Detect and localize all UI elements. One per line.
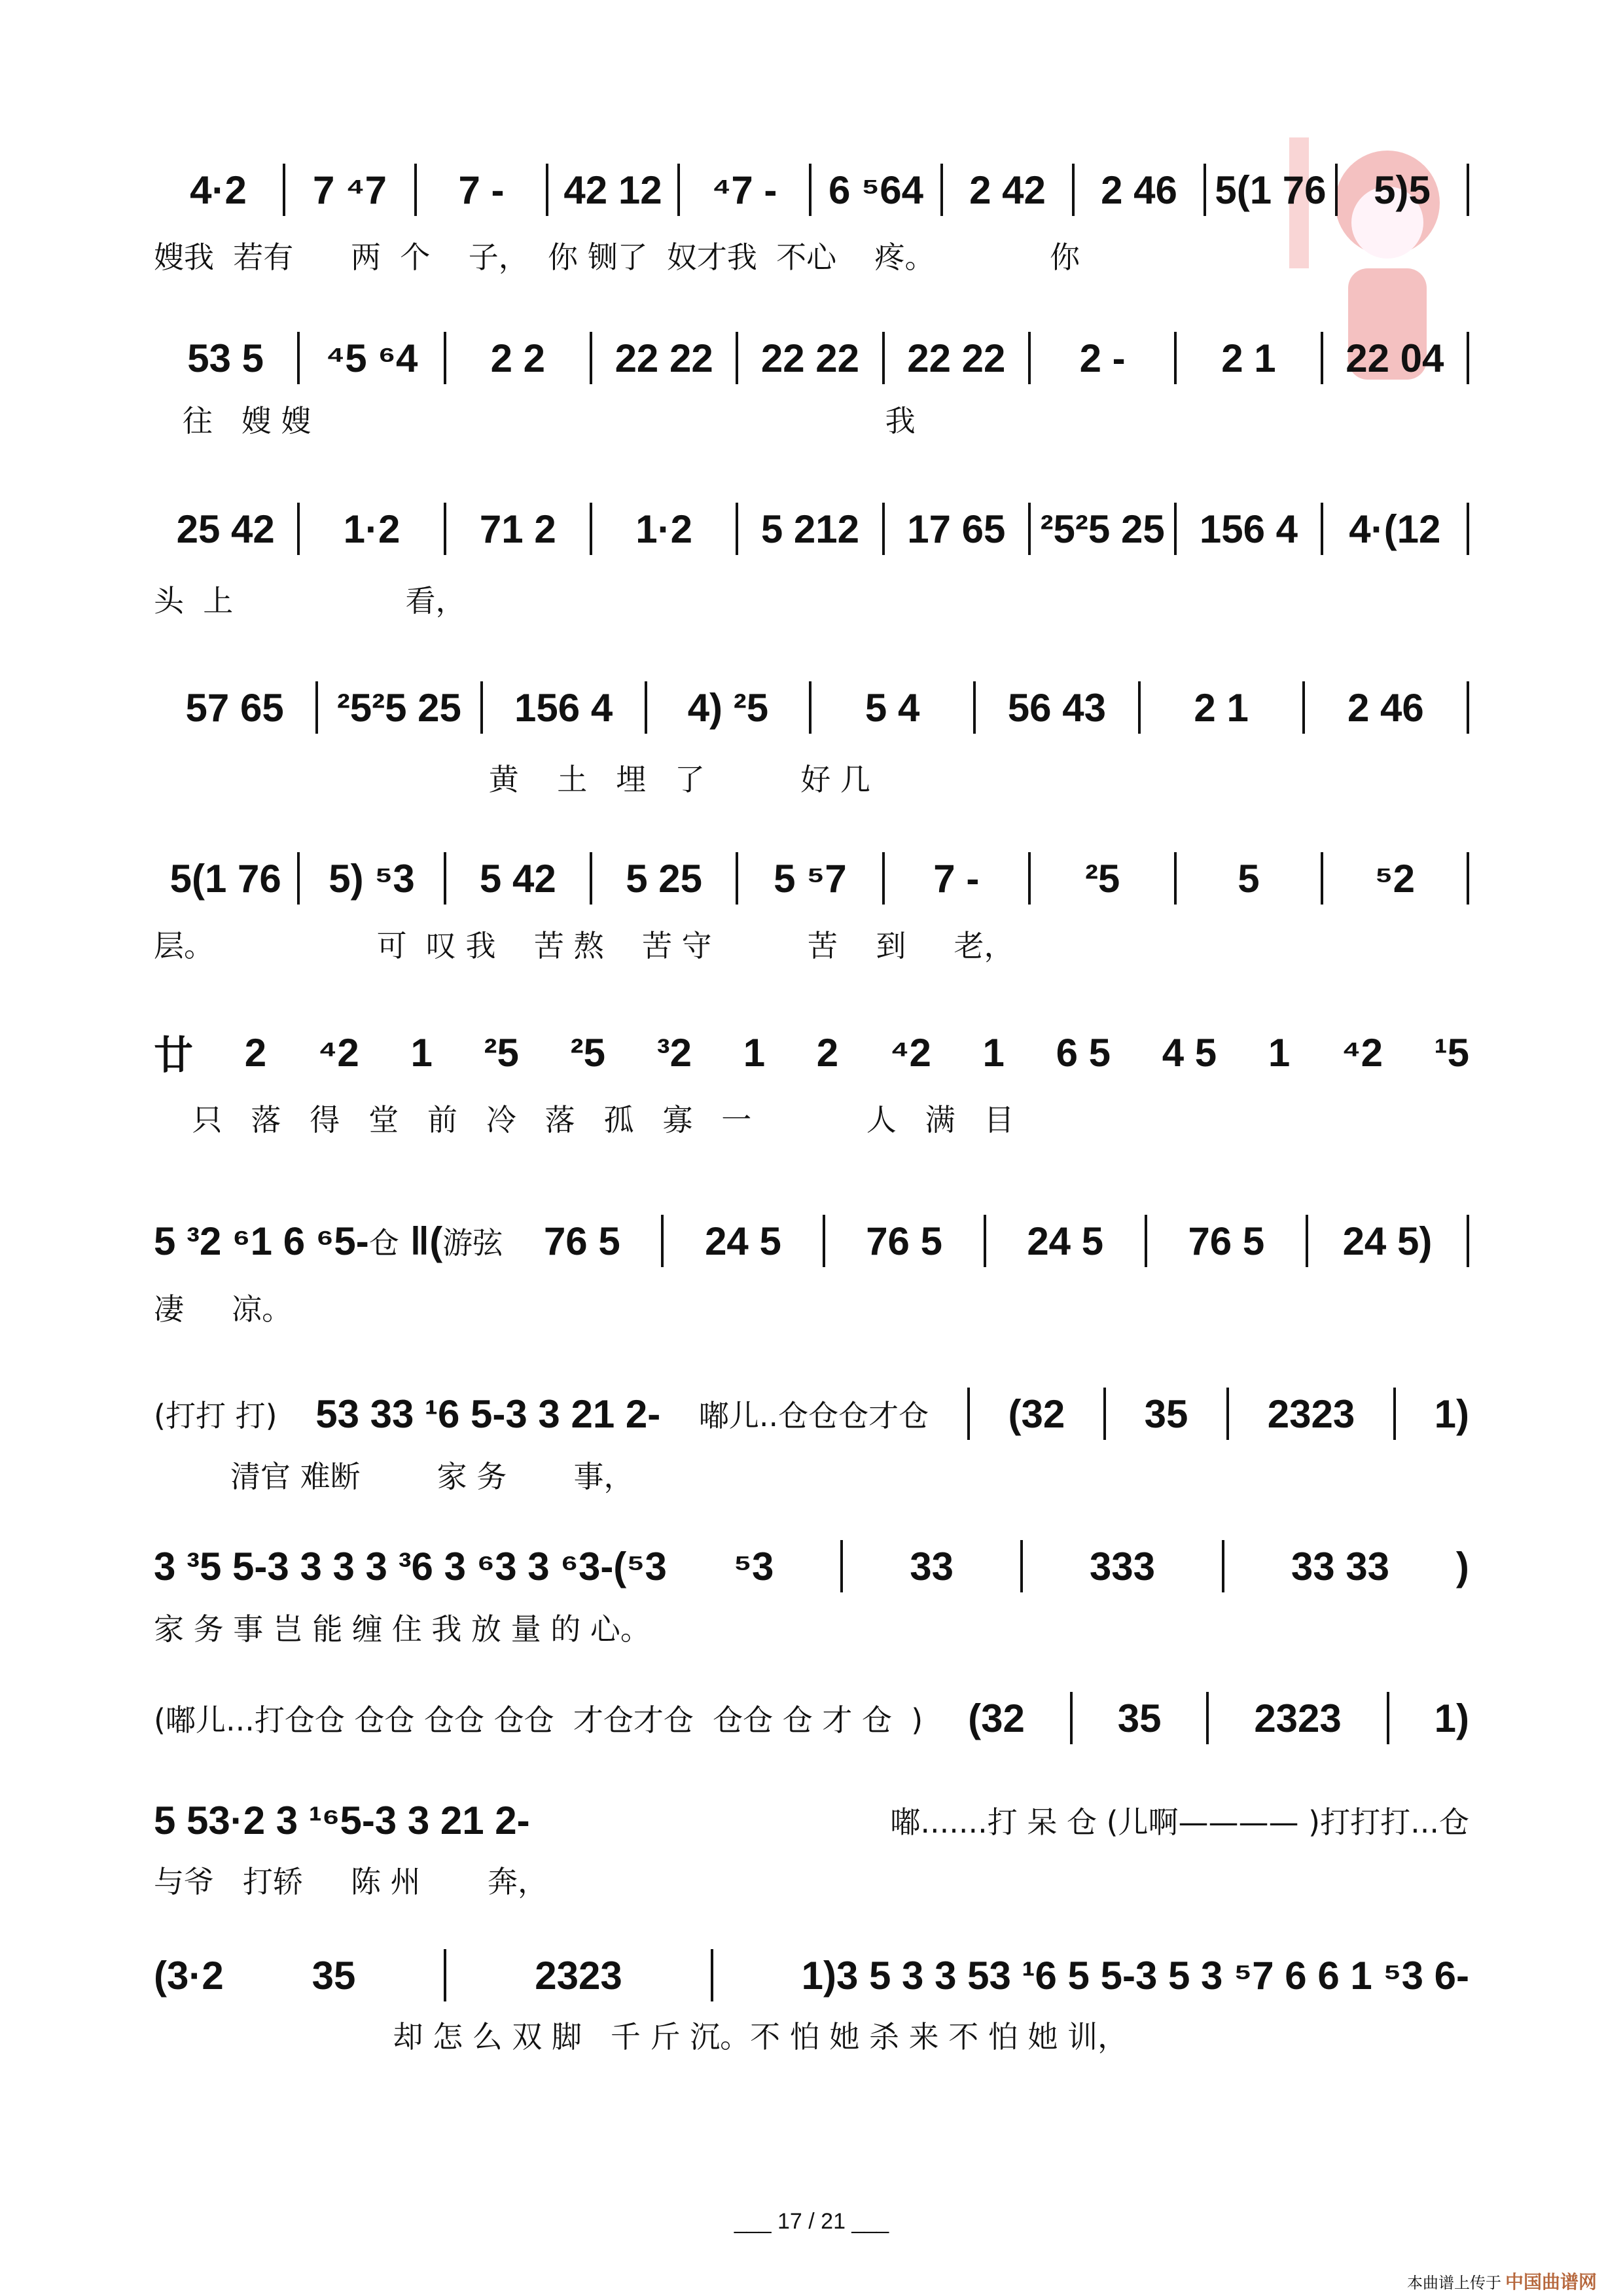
- percussion-text: (嘟儿...打仓仓 仓仓 仓仓 仓仓 才仓才仓 仓仓 仓 才 仓 ): [154, 1702, 923, 1738]
- lyrics-line: 与爷 打轿 陈 州 奔，: [154, 1864, 548, 1899]
- measure: 5 42: [479, 856, 556, 901]
- barline: [1070, 1692, 1073, 1744]
- barline: [967, 1388, 970, 1440]
- barline: [1467, 503, 1469, 555]
- instruction-text: 游弦: [442, 1225, 503, 1261]
- note-group: 2323: [535, 1953, 622, 1998]
- barline: [1206, 1692, 1209, 1744]
- note-group: 1): [1434, 1391, 1469, 1436]
- measure: 5: [1238, 856, 1260, 901]
- notation-line: [154, 1946, 1469, 2005]
- measure: 2 46: [1347, 685, 1424, 730]
- measure: 53 5: [187, 336, 264, 380]
- note: 廿: [154, 1033, 193, 1077]
- note: 2: [244, 1030, 267, 1075]
- note-group: (32: [1008, 1391, 1065, 1436]
- barline: [1467, 332, 1469, 384]
- measure: 5 ⁵7: [774, 856, 847, 901]
- measure: 5(1 76: [1215, 168, 1327, 212]
- note-group: 333: [1089, 1544, 1155, 1588]
- notation-line: [154, 1689, 1469, 1748]
- note-group: 35: [312, 1953, 356, 1998]
- measure: 24 5): [1342, 1219, 1433, 1263]
- note-group: 35: [1144, 1391, 1188, 1436]
- measure: 5) ⁵3: [329, 856, 415, 901]
- measure: 2 1: [1221, 336, 1276, 380]
- barline: [1226, 1388, 1229, 1440]
- measure: 22 22: [907, 336, 1006, 380]
- note: ⁴2: [889, 1030, 931, 1075]
- notation-line: [154, 1791, 1469, 1850]
- note: ⁴2: [1341, 1030, 1383, 1075]
- lyrics-line: 只 落 得 堂 前 冷 落 孤 寡 一 人 满 目: [154, 1102, 1014, 1138]
- lyrics-line: 黄 土 埋 了 好 几: [154, 762, 870, 797]
- notation-line: [154, 678, 1469, 737]
- barline: [1387, 1692, 1389, 1744]
- lyrics-line: 层。 可 叹 我 苦 熬 苦 守 苦 到 老，: [154, 928, 1014, 963]
- double-barline: ‖(: [399, 1219, 443, 1263]
- notation-line: [154, 499, 1469, 558]
- note-group: 3 ³5 5-3 3 3 3 ³6 3 ⁶3 3 ⁶3-(⁵3: [154, 1544, 667, 1588]
- note-group: 2323: [1254, 1696, 1342, 1740]
- measure: 5 25: [626, 856, 703, 901]
- measure: 24 5: [705, 1219, 781, 1263]
- barline: [1467, 681, 1469, 734]
- measure: 57 65: [185, 685, 284, 730]
- measure: 4·(12: [1349, 507, 1441, 551]
- upload-credit: [1407, 2268, 1597, 2294]
- note-group: 33 33: [1291, 1544, 1389, 1588]
- lyrics-line: 却 怎 么 双 脚 千 斤 沉。不 怕 她 杀 来 不 怕 她 训，: [154, 2019, 1128, 2054]
- measure: 7 ⁴7: [312, 168, 387, 212]
- measure: 22 22: [760, 336, 860, 380]
- note: ²5: [570, 1030, 605, 1075]
- notation-line: [154, 329, 1469, 387]
- note-group: ): [1455, 1544, 1469, 1588]
- measure: 2 46: [1101, 168, 1177, 212]
- measure: 76 5: [1188, 1219, 1265, 1263]
- measure: ²5: [1084, 856, 1120, 901]
- note: 1: [982, 1030, 1005, 1075]
- lyrics-line: 嫂我 若有 两 个 子， 你 铡了 奴才我 不心 疼。 你: [154, 240, 1080, 275]
- barline: [1103, 1388, 1106, 1440]
- percussion-text: 嘟儿..仓仓仓才仓: [698, 1398, 929, 1433]
- measure: ²5²5 25: [336, 685, 461, 730]
- notation-line: [154, 1023, 1469, 1082]
- barline: [1393, 1388, 1396, 1440]
- note-group: 5 53·2 3 ¹⁶5-3 3 21 2-: [154, 1798, 530, 1842]
- note: 4 5: [1162, 1030, 1217, 1075]
- barline: [1020, 1540, 1023, 1592]
- measure: 7 -: [458, 168, 505, 212]
- note: 6 5: [1056, 1030, 1111, 1075]
- notation-line: [154, 1537, 1469, 1596]
- measure: ⁴7 -: [711, 168, 777, 212]
- measure: 1·2: [635, 507, 692, 551]
- barline: [1467, 164, 1469, 216]
- measure: 42 12: [563, 168, 662, 212]
- measure: 156 4: [1199, 507, 1298, 551]
- note-group: 5 ³2 ⁶1 6 ⁶5-: [154, 1219, 369, 1263]
- measure: 5 4: [865, 685, 920, 730]
- lyrics-line: 清官 难断 家 务 事，: [154, 1459, 634, 1494]
- measure: 22 04: [1346, 336, 1444, 380]
- measure: 7 -: [933, 856, 980, 901]
- measure: 2 1: [1194, 685, 1249, 730]
- lyrics-line: 凄 凉。: [154, 1291, 293, 1327]
- measure: 1·2: [343, 507, 401, 551]
- measure: 156 4: [514, 685, 613, 730]
- measure: ⁴5 ⁶4: [325, 336, 418, 380]
- notation-line: [154, 1384, 1469, 1443]
- credit-text: 本曲谱上传于: [1406, 2274, 1501, 2292]
- note-group: (3·2: [154, 1953, 224, 1998]
- measure: 2 42: [969, 168, 1046, 212]
- note-group: (32: [968, 1696, 1025, 1740]
- measure: 4) ²5: [687, 685, 769, 730]
- note: 1: [743, 1030, 766, 1075]
- measure: 5)5: [1374, 168, 1431, 212]
- note: ²5: [484, 1030, 519, 1075]
- measure: 25 42: [176, 507, 275, 551]
- percussion-text: (打打 打): [154, 1398, 277, 1433]
- note-group: 1): [1434, 1696, 1469, 1740]
- measure: 76 5: [866, 1219, 942, 1263]
- measure: ²5²5 25: [1040, 507, 1165, 551]
- note-group: 1)3 5 3 3 53 ¹6 5 5-3 5 3 ⁵7 6 6 1 ⁵3 6-: [801, 1953, 1469, 1998]
- measure: 5(1 76: [169, 856, 281, 901]
- barline: [444, 1949, 446, 2001]
- measure: 24 5: [1027, 1219, 1104, 1263]
- lyrics-line: 往 嫂 嫂 我: [154, 403, 916, 439]
- note-group: 33: [910, 1544, 954, 1588]
- note: 1: [1268, 1030, 1291, 1075]
- note-group: 53 33 ¹6 5-3 3 21 2-: [315, 1391, 661, 1436]
- measure: 2 -: [1079, 336, 1126, 380]
- barline: [840, 1540, 843, 1592]
- barline: [1467, 1215, 1469, 1267]
- barline: [1467, 852, 1469, 905]
- measure: 56 43: [1007, 685, 1106, 730]
- note-group: ⁵3: [733, 1544, 774, 1588]
- measure: 4·2: [190, 168, 247, 212]
- measure: 71 2: [479, 507, 556, 551]
- note: 1: [410, 1030, 433, 1075]
- note-group: 2323: [1267, 1391, 1355, 1436]
- note: ⁴2: [317, 1030, 359, 1075]
- measure: ⁵2: [1374, 856, 1416, 901]
- page-number: ___ 17 / 21 ___: [734, 2209, 889, 2234]
- percussion-text: 嘟.......打 呆 仓 (儿啊———— )打打打...仓: [890, 1804, 1469, 1840]
- note: ³2: [656, 1030, 692, 1075]
- notation-line: [154, 849, 1469, 908]
- notation-line: [154, 160, 1469, 219]
- measure: 5 212: [760, 507, 860, 551]
- note: ¹5: [1434, 1030, 1469, 1075]
- note-group: 35: [1117, 1696, 1162, 1740]
- notation-line: [154, 1211, 1469, 1270]
- note: 2: [816, 1030, 839, 1075]
- site-logo[interactable]: 中国曲谱网: [1505, 2272, 1597, 2292]
- measure: 76 5: [543, 1219, 620, 1263]
- measure: 17 65: [907, 507, 1006, 551]
- measure: 6 ⁵64: [829, 168, 923, 212]
- measure: 22 22: [615, 336, 713, 380]
- lyrics-line: 家 务 事 岂 能 缠 住 我 放 量 的 心。: [154, 1611, 651, 1647]
- barline: [1222, 1540, 1224, 1592]
- percussion-word: 仓: [368, 1225, 399, 1261]
- barline: [711, 1949, 713, 2001]
- lyrics-line: 头 上 看，: [154, 583, 466, 619]
- measure: 2 2: [490, 336, 546, 380]
